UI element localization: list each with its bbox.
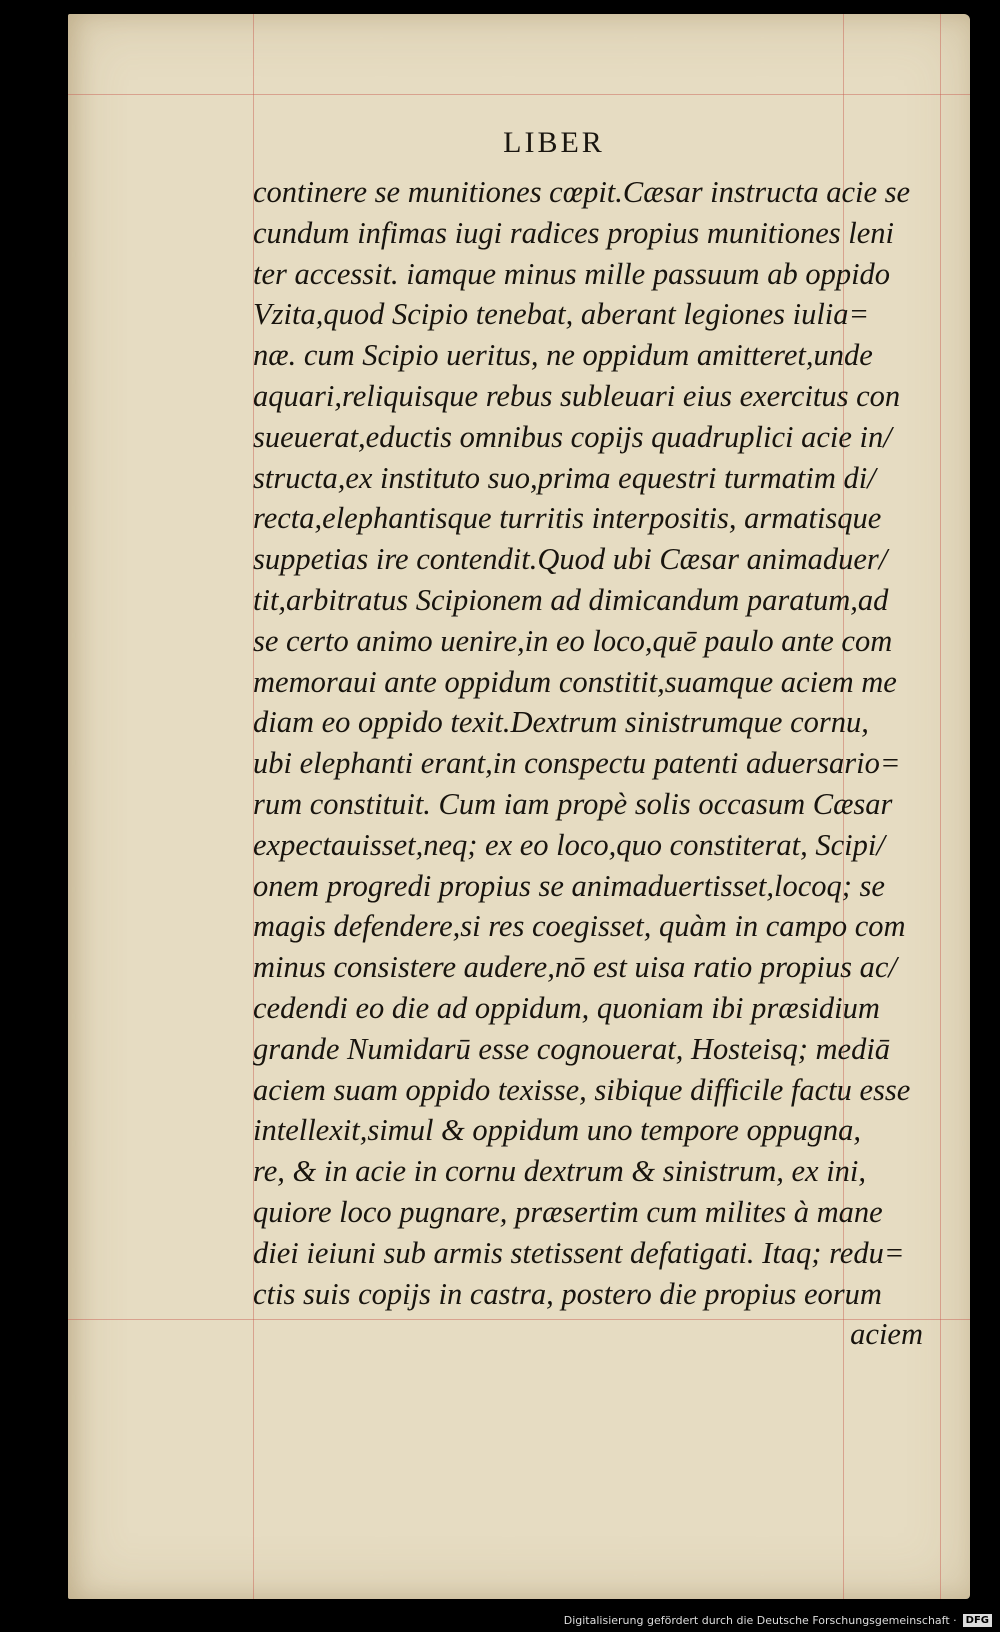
text-line: ctis suis copijs in castra, postero die propius eorum bbox=[253, 1276, 882, 1311]
top-margin-rule bbox=[68, 94, 970, 95]
text-line: onem progredi propius se animaduertisset,locoq; se bbox=[253, 868, 885, 903]
text-line: memoraui ante oppidum constitit,suamque aciem me bbox=[253, 664, 897, 699]
digitization-footer bbox=[0, 1608, 1000, 1632]
text-line: minus consistere audere,nō est uisa ratio propius ac/ bbox=[253, 950, 897, 985]
text-line: suppetias ire contendit.Quod ubi Cæsar animaduer/ bbox=[253, 542, 888, 577]
funding-credit: Digitalisierung gefördert durch die Deutsche Forschungsgemeinschaft · bbox=[563, 1613, 957, 1627]
text-line: expectauisset,neq; ex eo loco,quo constiterat, Scipi/ bbox=[253, 827, 885, 862]
text-line: magis defendere,si res coegisset, quàm in campo com bbox=[253, 909, 906, 944]
text-line: re, & in acie in cornu dextrum & sinistrum, ex ini, bbox=[253, 1154, 867, 1189]
text-line: Vzita,quod Scipio tenebat, aberant legiones iulia= bbox=[253, 297, 870, 332]
text-line: næ. cum Scipio ueritus, ne oppidum amitteret,unde bbox=[253, 338, 873, 373]
text-line: cundum infimas iugi radices propius munitiones leni bbox=[253, 215, 895, 250]
text-line: diei ieiuni sub armis stetissent defatigati. Itaq; redu= bbox=[253, 1235, 905, 1270]
text-line: aciem suam oppido texisse, sibique difficile factu esse bbox=[253, 1072, 911, 1107]
book-page bbox=[68, 14, 970, 1599]
text-line: intellexit,simul & oppidum uno tempore oppugna, bbox=[253, 1113, 861, 1148]
text-line: recta,elephantisque turritis interpositis, armatisque bbox=[253, 501, 882, 536]
text-line: se certo animo uenire,in eo loco,quē paulo ante com bbox=[253, 623, 893, 658]
running-head: LIBER bbox=[503, 126, 605, 159]
text-line: tit,arbitratus Scipionem ad dimicandum paratum,ad bbox=[253, 582, 889, 617]
text-line: rum constituit. Cum iam propè solis occasum Cæsar bbox=[253, 786, 893, 821]
text-line: ter accessit. iamque minus mille passuum ab oppido bbox=[253, 256, 891, 291]
text-line: grande Numidarū esse cognouerat, Hosteisq; mediā bbox=[253, 1031, 891, 1066]
dfg-logo: DFG bbox=[963, 1614, 992, 1627]
catchword: aciem bbox=[850, 1317, 923, 1352]
text-line: diam eo oppido texit.Dextrum sinistrumque cornu, bbox=[253, 705, 869, 740]
text-line: continere se munitiones cœpit.Cæsar instructa acie se bbox=[253, 175, 911, 209]
text-line: structa,ex instituto suo,prima equestri turmatim di/ bbox=[253, 460, 876, 495]
text-line: aquari,reliquisque rebus subleuari eius exercitus con bbox=[253, 378, 901, 413]
text-line: cedendi eo die ad oppidum, quoniam ibi præsidium bbox=[253, 990, 880, 1025]
text-line: sueuerat,eductis omnibus copijs quadruplici acie in/ bbox=[253, 419, 892, 454]
text-line: quiore loco pugnare, præsertim cum milites à mane bbox=[253, 1194, 883, 1229]
text-line: ubi elephanti erant,in conspectu patenti aduersario= bbox=[253, 746, 901, 781]
body-text bbox=[253, 172, 943, 1355]
